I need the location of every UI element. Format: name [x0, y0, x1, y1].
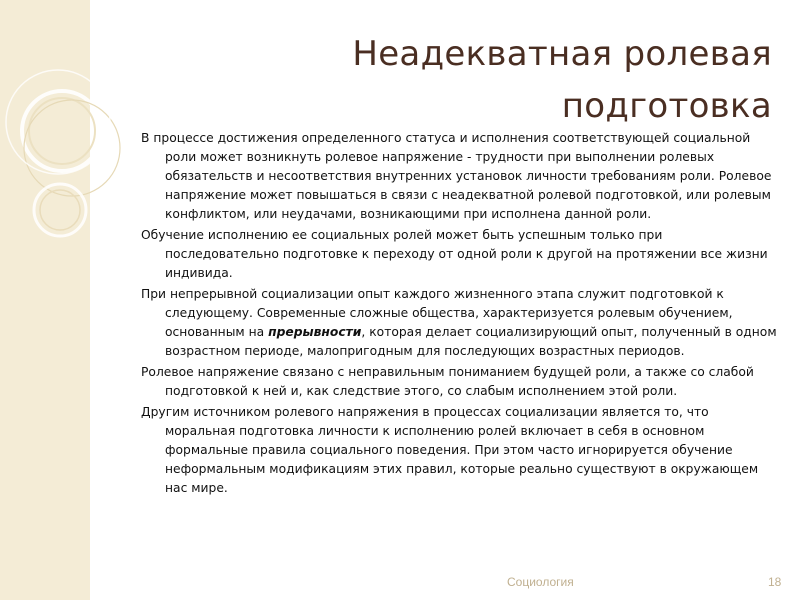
paragraph-4: Ролевое напряжение связано с неправильным пониманием будущей роли, а также со слабой подготовкой к ней и, как следствие этого, со слабым исполнением этой роли. [141, 365, 754, 398]
paragraph-3 [141, 285, 777, 361]
paragraph-2: Обучение исполнению ее социальных ролей может быть успешным только при последовательно подготовке к переходу от одной роли к другой на протяжении все жизни индивида. [141, 228, 768, 280]
paragraph-5: Другим источником ролевого напряжения в процессах социализации является то, что моральная подготовка личности к исполнению ролей включает в себя в основном формальные правила социального поведения. При этом часто игнорируется обучение неформальным модификациям этих правил, которые реально существуют в окружающем нас мире. [141, 405, 759, 495]
paragraph-3-after: , которая делает социализирующий опыт, полученный в одном возрастном периоде, малопригодным для последующих возрастных периодов. [165, 325, 777, 358]
page-number: 18 [768, 575, 782, 589]
slide-body [141, 129, 777, 500]
footer-subject: Социология [507, 575, 574, 589]
emphasis-term: прерывности [268, 325, 362, 339]
paragraph-1: В процессе достижения определенного статуса и исполнения соответствующей социальной роли может возникнуть ролевое напряжение - трудности при выполнении ролевых обязательств и несоответствия внутренних установок личности требованиям роли. Ролевое напряжение может повышаться в связи с неадекватной ролевой подготовкой, или ролевым конфликтом, или неудачами, возникающими при исполнена данной роли. [141, 131, 772, 221]
paragraph-3-before: При непрерывной социализации опыт каждого жизненного этапа служит подготовкой к следующему. Современные сложные общества, характеризуется ролевым обучением, основанным на [141, 287, 733, 339]
slide-title: Неадекватная ролевая подготовка [352, 34, 772, 126]
decorative-circles-graphic [0, 0, 130, 260]
